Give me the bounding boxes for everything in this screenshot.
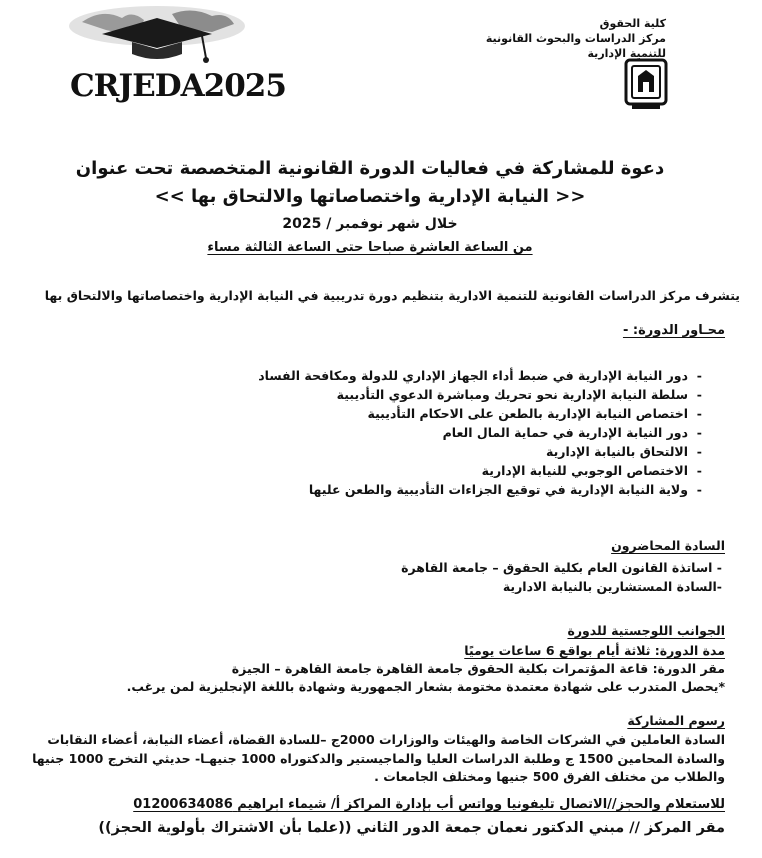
center-address: مقر المركز // مبني الدكتور نعمان جمعة الدور الثاني ((علما بأن الاشتراك بأولوية الحجز)) <box>98 820 725 836</box>
axis-item: - ولاية النيابة الإدارية في توقيع الجزاءات التأديبية والطعن عليها <box>242 480 702 499</box>
fees-block <box>20 731 725 787</box>
course-date: خلال شهر نوفمبر / 2025 <box>282 216 458 232</box>
axis-item: - دور النيابة الإدارية في ضبط أداء الجهاز الإداري للدولة ومكافحة الفساد <box>242 366 702 385</box>
axis-item: - اختصاص النيابة الإدارية بالطعن على الاحكام التأديبية <box>242 404 702 423</box>
graduation-cap-globe-icon <box>62 4 252 70</box>
institution-name <box>466 16 666 61</box>
contact-label: للاستعلام والحجز//الاتصال تليفونيا وواتس أب بإدارة المراكز أ/ شيماء ابراهيم <box>237 797 725 812</box>
institution-line-1: كلية الحقوق <box>599 17 666 30</box>
contact-line <box>20 797 725 812</box>
conference-logo <box>62 4 286 114</box>
axis-item: - سلطة النيابة الإدارية نحو تحريك ومباشرة الدعوي التأديبية <box>242 385 702 404</box>
course-duration: مدة الدورة: ثلاثة أيام بواقع 6 ساعات يوميًا <box>464 643 725 658</box>
university-seal-icon <box>624 58 668 112</box>
axes-heading: محـاور الدورة: - <box>622 323 725 338</box>
fees-heading: رسوم المشاركة <box>627 713 725 728</box>
axis-item: - دور النيابة الإدارية في حماية المال العام <box>242 423 702 442</box>
logistics-heading: الجوانب اللوجستية للدورة <box>567 623 725 638</box>
invitation-title: دعوة للمشاركة في فعاليات الدورة القانونية المتخصصة تحت عنوان <box>75 158 665 179</box>
certificate-note: *يحصل المتدرب على شهادة معتمدة مختومة بشعار الجمهورية وشهادة باللغة الإنجليزية لمن يرغب. <box>126 679 725 694</box>
logistics-block <box>20 642 725 696</box>
contact-phone[interactable]: 01200634086 <box>133 797 233 812</box>
fee-line: والسادة المحامين 1500 ج وطلبة الدراسات العليا والماجيستير والدكتوراه 1000 جنيهـا- حديثي التخرج 1000 جنيها <box>32 750 725 766</box>
fee-line: السادة العاملين في الشركات الخاصة والهيئات والوزارات 2000ج –للسادة القضاة، أعضاء النيابة، أعضاء النقابات <box>47 732 725 747</box>
conference-brand: CRJEDA2025 <box>70 68 286 104</box>
course-hours: من الساعة العاشرة صباحا حتى الساعة الثالثة مساء <box>207 240 533 255</box>
intro-paragraph: يتشرف مركز الدراسات القانونية للتنمية الادارية بتنظيم دورة تدريبية في النيابة الإدارية واختصاصاتها والالتحاق بها <box>44 288 740 303</box>
course-hours-wrap <box>40 240 700 255</box>
course-title: << النيابة الإدارية واختصاصاتها والالتحاق بها >> <box>154 186 586 207</box>
axis-item: - الاختصاص الوجوبي للنيابة الإدارية <box>242 461 702 480</box>
lecturers-heading: السادة المحاضرون <box>611 538 725 553</box>
fee-line: والطلاب من مختلف الفرق 500 جنيها ومختلف الجامعات . <box>374 769 725 784</box>
lecturer-item: - اساتذة القانون العام بكلية الحقوق – جامعة القاهرة <box>401 560 722 575</box>
course-venue: مقر الدورة: قاعة المؤتمرات بكلية الحقوق جامعة القاهرة جامعة القاهرة – الجيزة <box>231 661 725 676</box>
lecturers-list <box>300 558 722 596</box>
axis-item: - الالتحاق بالنيابة الإدارية <box>242 442 702 461</box>
lecturer-item: -السادة المستشارين بالنيابة الادارية <box>502 579 722 594</box>
axes-list <box>242 366 702 499</box>
institution-line-2: مركز الدراسات والبحوث القانونية للتنمية الإدارية <box>485 32 666 60</box>
